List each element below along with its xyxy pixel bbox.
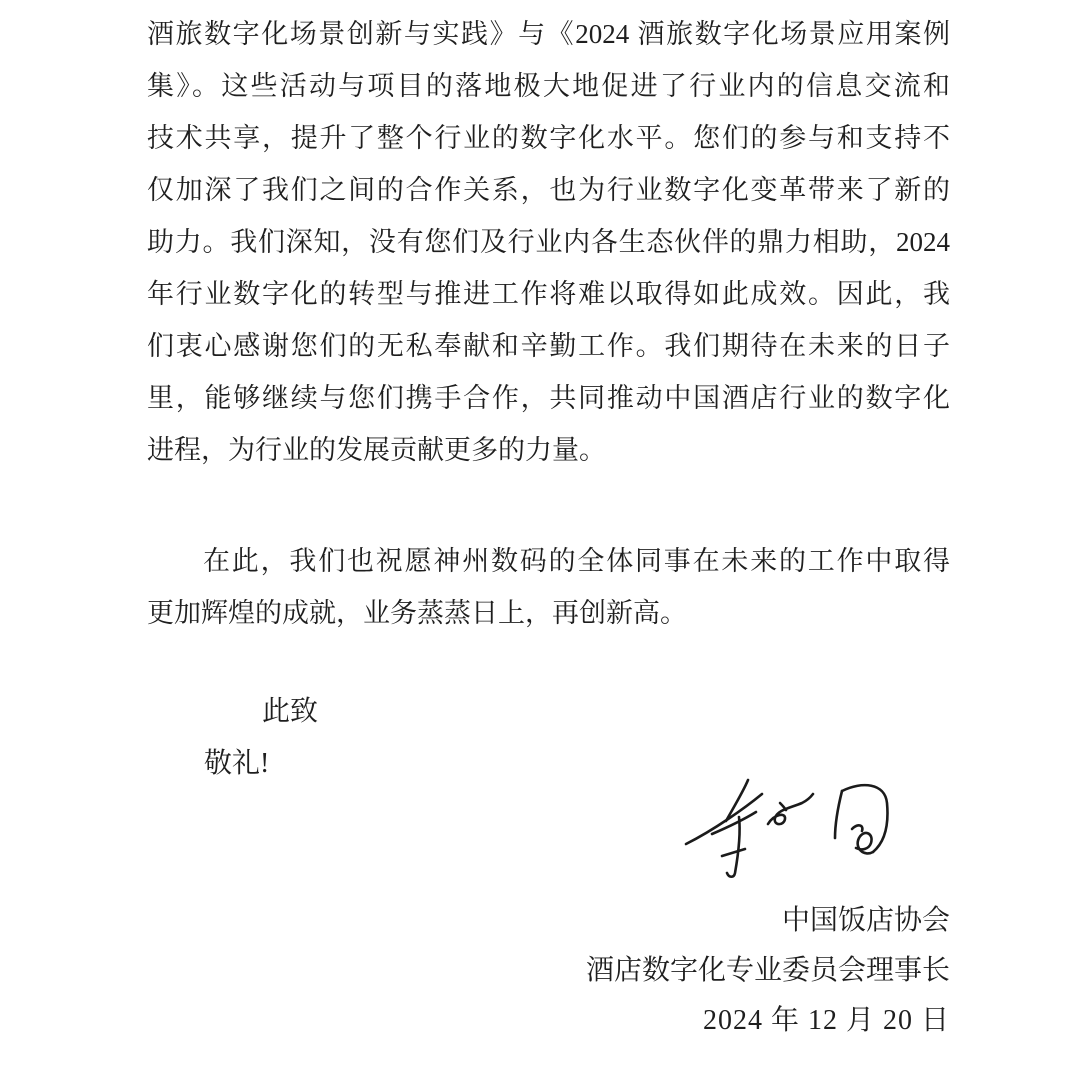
- body-line: 在此，我们也祝愿神州数码的全体同事在未来的工作中取得: [203, 546, 950, 576]
- body-line: 更加辉煌的成就，业务蒸蒸日上，再创新高。: [147, 598, 687, 628]
- body-line: 们衷心感谢您们的无私奉献和辛勤工作。我们期待在未来的日子: [147, 331, 950, 361]
- signoff-date: 2024 年 12 月 20 日: [702, 1005, 950, 1036]
- signoff-org: 中国饭店协会: [781, 905, 950, 936]
- signoff-title: 酒店数字化专业委员会理事长: [585, 955, 950, 986]
- closing-cizhi: 此致: [262, 696, 319, 727]
- body-line: 助力。我们深知，没有您们及行业内各生态伙伴的鼎力相助，2024: [147, 227, 950, 257]
- handwritten-signature: [672, 772, 912, 902]
- body-line: 年行业数字化的转型与推进工作将难以取得如此成效。因此，我: [147, 279, 950, 309]
- closing-jingli: 敬礼!: [204, 748, 270, 779]
- body-line: 酒旅数字化场景创新与实践》与《2024 酒旅数字化场景应用案例: [147, 19, 950, 49]
- body-line: 技术共享，提升了整个行业的数字化水平。您们的参与和支持不: [147, 123, 950, 153]
- body-line: 里，能够继续与您们携手合作，共同推动中国酒店行业的数字化: [147, 383, 950, 413]
- paragraph-2: [147, 535, 950, 639]
- signoff-block: [147, 896, 950, 1046]
- body-line: 进程，为行业的发展贡献更多的力量。: [147, 435, 606, 465]
- paragraph-1: [147, 8, 950, 476]
- body-line: 集》。这些活动与项目的落地极大地促进了行业内的信息交流和: [147, 71, 950, 101]
- body-line: 仅加深了我们之间的合作关系，也为行业数字化变革带来了新的: [147, 175, 950, 205]
